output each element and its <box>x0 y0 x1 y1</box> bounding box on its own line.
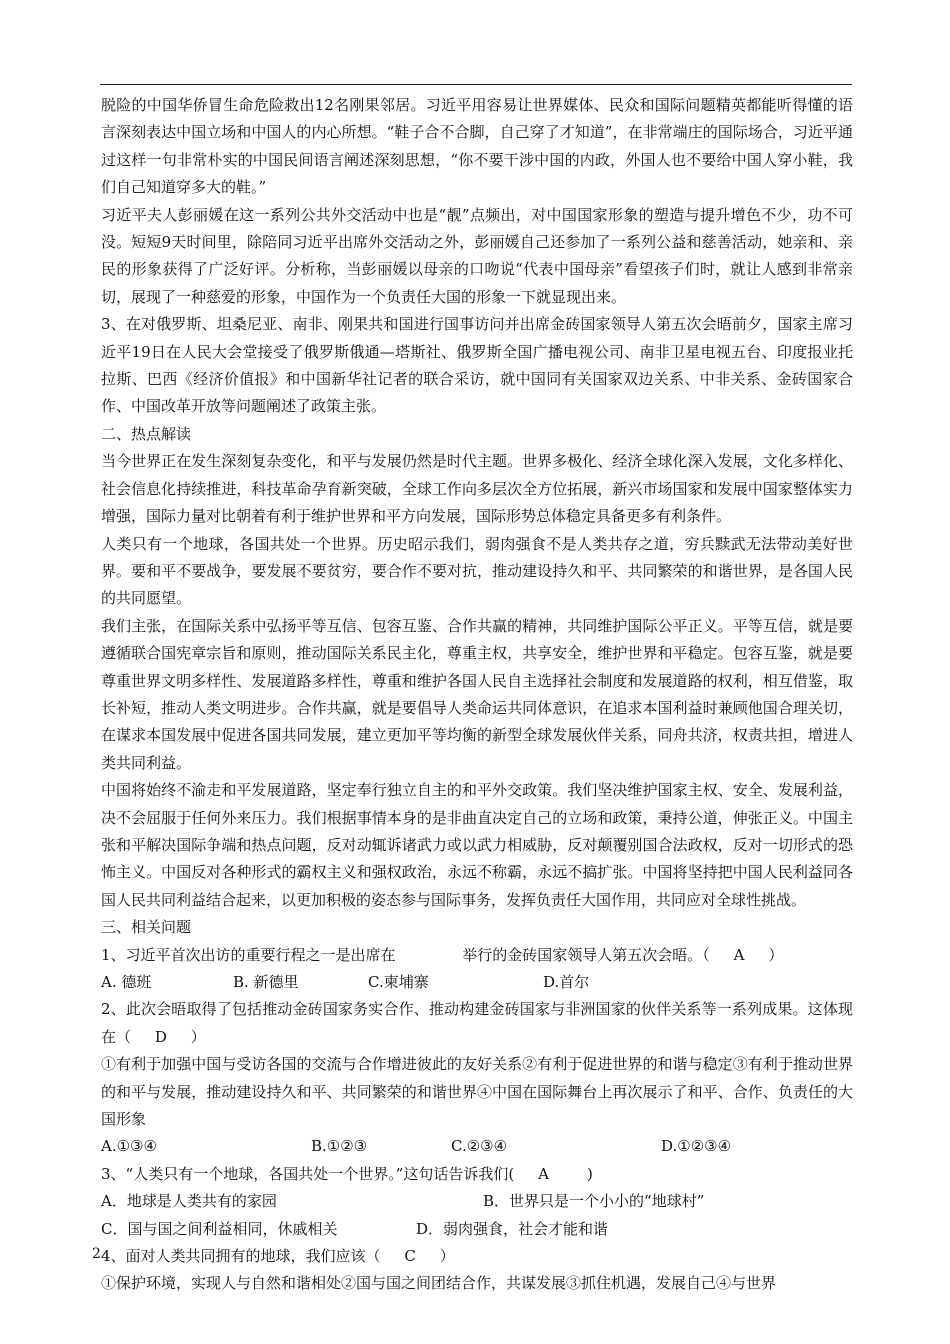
section-heading: 三、相关问题 <box>101 918 192 937</box>
question-stem: 3、“人类只有一个地球，各国共处一个世界。”这句话告诉我们( A ) <box>101 1164 593 1183</box>
paragraph: 中国将始终不渝走和平发展道路，坚定奉行独立自主的和平外交政策。我们坚决维护国家主权、安全、发展利益，决不会屈服于任何外来压力。我们根据事情本身的是非曲直决定自己的立场和政策，秉持公道，伸张正义。中国主张和平解决国际争端和热点问题，反对动辄诉诸武力或以武力相威胁，反对颠覆别国合法政权，反对一切形式的恐怖主义。中国反对各种形式的霸权主义和强权政治，永远不称霸，永远不搞扩张。中国将坚持把中国人民利益同各国人民共同利益结合起来，以更加积极的姿态参与国际事务，发挥负责任大国作用，共同应对全球性挑战。 <box>101 781 853 909</box>
page-content <box>101 92 853 1298</box>
page-number: 2 <box>92 1246 101 1262</box>
option-d: D.①②③④ <box>661 1137 732 1156</box>
question-options <box>101 1133 853 1160</box>
option-a: A.①③④ <box>101 1137 157 1156</box>
option-b: B.①②③ <box>311 1137 368 1156</box>
paragraph: 人类只有一个地球，各国共处一个世界。历史昭示我们，弱肉强食不是人类共存之道，穷兵黩武无法带动美好世界。要和平不要战争，要发展不要贫穷，要合作不要对抗，推动建设持久和平、共同繁荣的和谐世界，是各国人民的共同愿望。 <box>101 534 853 608</box>
question-options <box>101 969 853 996</box>
question-options <box>101 1216 853 1243</box>
question-options <box>101 1188 853 1215</box>
question-stem: 2、此次会晤取得了包括推动金砖国家务实合作、推动构建金砖国家与非洲国家的伙伴关系等一系列成果。这体现在（ D ） <box>101 1000 853 1046</box>
paragraph: 脱险的中国华侨冒生命危险救出12名刚果邻居。习近平用容易让世界媒体、民众和国际问题精英都能听得懂的语言深刻表达中国立场和中国人的内心所想。“鞋子合不合脚，自己穿了才知道”，在非常端庄的国际场合，习近平通过这样一句非常朴实的中国民间语言阐述深刻思想，“你不要干涉中国的内政，外国人也不要给中国人穿小鞋，我们自己知道穿多大的鞋。” <box>101 96 853 197</box>
question-stem: 4、面对人类共同拥有的地球，我们应该（ C ） <box>101 1247 455 1266</box>
option-a: A. 德班 <box>101 973 152 991</box>
option-d: D．弱肉强食，社会才能和谐 <box>416 1219 609 1238</box>
paragraph: 3、在对俄罗斯、坦桑尼亚、南非、刚果共和国进行国事访问并出席金砖国家领导人第五次会晤前夕，国家主席习近平19日在人民大会堂接受了俄罗斯俄通—塔斯社、俄罗斯全国广播电视公司、南非卫星电视五台、印度报业托拉斯、巴西《经济价值报》和中国新华社记者的联合采访，就中国同有关国家双边关系、中非关系、金砖国家合作、中国改革开放等问题阐述了政策主张。 <box>101 315 853 416</box>
question-text: ①有利于加强中国与受访各国的交流与合作增进彼此的友好关系②有利于促进世界的和谐与稳定③有利于推动世界的和平与发展，推动建设持久和平、共同繁荣的和谐世界④中国在国际舞台上再次展示了和平、合作、负责任的大国形象 <box>101 1055 853 1129</box>
option-a: A．地球是人类共有的家园 <box>101 1192 277 1211</box>
paragraph: 我们主张，在国际关系中弘扬平等互信、包容互鉴、合作共赢的精神，共同维护国际公平正义。平等互信，就是要遵循联合国宪章宗旨和原则，推动国际关系民主化，尊重主权，共享安全，维护世界和平稳定。包容互鉴，就是要尊重世界文明多样性、发展道路多样性，尊重和维护各国人民自主选择社会制度和发展道路的权利，相互借鉴，取长补短，推动人类文明进步。合作共赢，就是要倡导人类命运共同体意识，在追求本国利益时兼顾他国合理关切，在谋求本国发展中促进各国共同发展，建立更加平等均衡的新型全球发展伙伴关系，同舟共济，权责共担，增进人类共同利益。 <box>101 616 853 772</box>
header-rule <box>100 84 852 85</box>
section-heading: 二、热点解读 <box>101 424 192 443</box>
paragraph: 当今世界正在发生深刻复杂变化，和平与发展仍然是时代主题。世界多极化、经济全球化深入发展，文化多样化、社会信息化持续推进，科技革命孕育新突破，全球工作向多层次全方位拓展，新兴市场国家和发展中国家整体实力增强，国际力量对比朝着有利于维护世界和平方向发展，国际形势总体稳定具备更多有利条件。 <box>101 452 853 526</box>
question-stem: 1、习近平首次出访的重要行程之一是出席在 举行的金砖国家领导人第五次会晤。（ A ） <box>101 945 784 964</box>
option-c: C.②③④ <box>451 1137 508 1156</box>
question-text: ①保护环境，实现人与自然和谐相处②国与国之间团结合作，共谋发展③抓住机遇，发展自己④与世界 <box>101 1274 777 1293</box>
option-b: B. 新德里 <box>233 973 299 991</box>
option-c: C.柬埔寨 <box>368 973 429 991</box>
option-d: D.首尔 <box>543 973 590 991</box>
paragraph: 习近平夫人彭丽媛在这一系列公共外交活动中也是“靓”点频出，对中国国家形象的塑造与提升增色不少，功不可没。短短9天时间里，除陪同习近平出席外交活动之外，彭丽媛自己还参加了一系列公益和慈善活动，她亲和、亲民的形象获得了广泛好评。分析称，当彭丽媛以母亲的口吻说“代表中国母亲”看望孩子们时，就让人感到非常亲切，展现了一种慈爱的形象，中国作为一个负责任大国的形象一下就显现出来。 <box>101 205 853 306</box>
option-b: B．世界只是一个小小的“地球村” <box>483 1192 705 1211</box>
option-c: C．国与国之间利益相同，休戚相关 <box>101 1219 338 1238</box>
